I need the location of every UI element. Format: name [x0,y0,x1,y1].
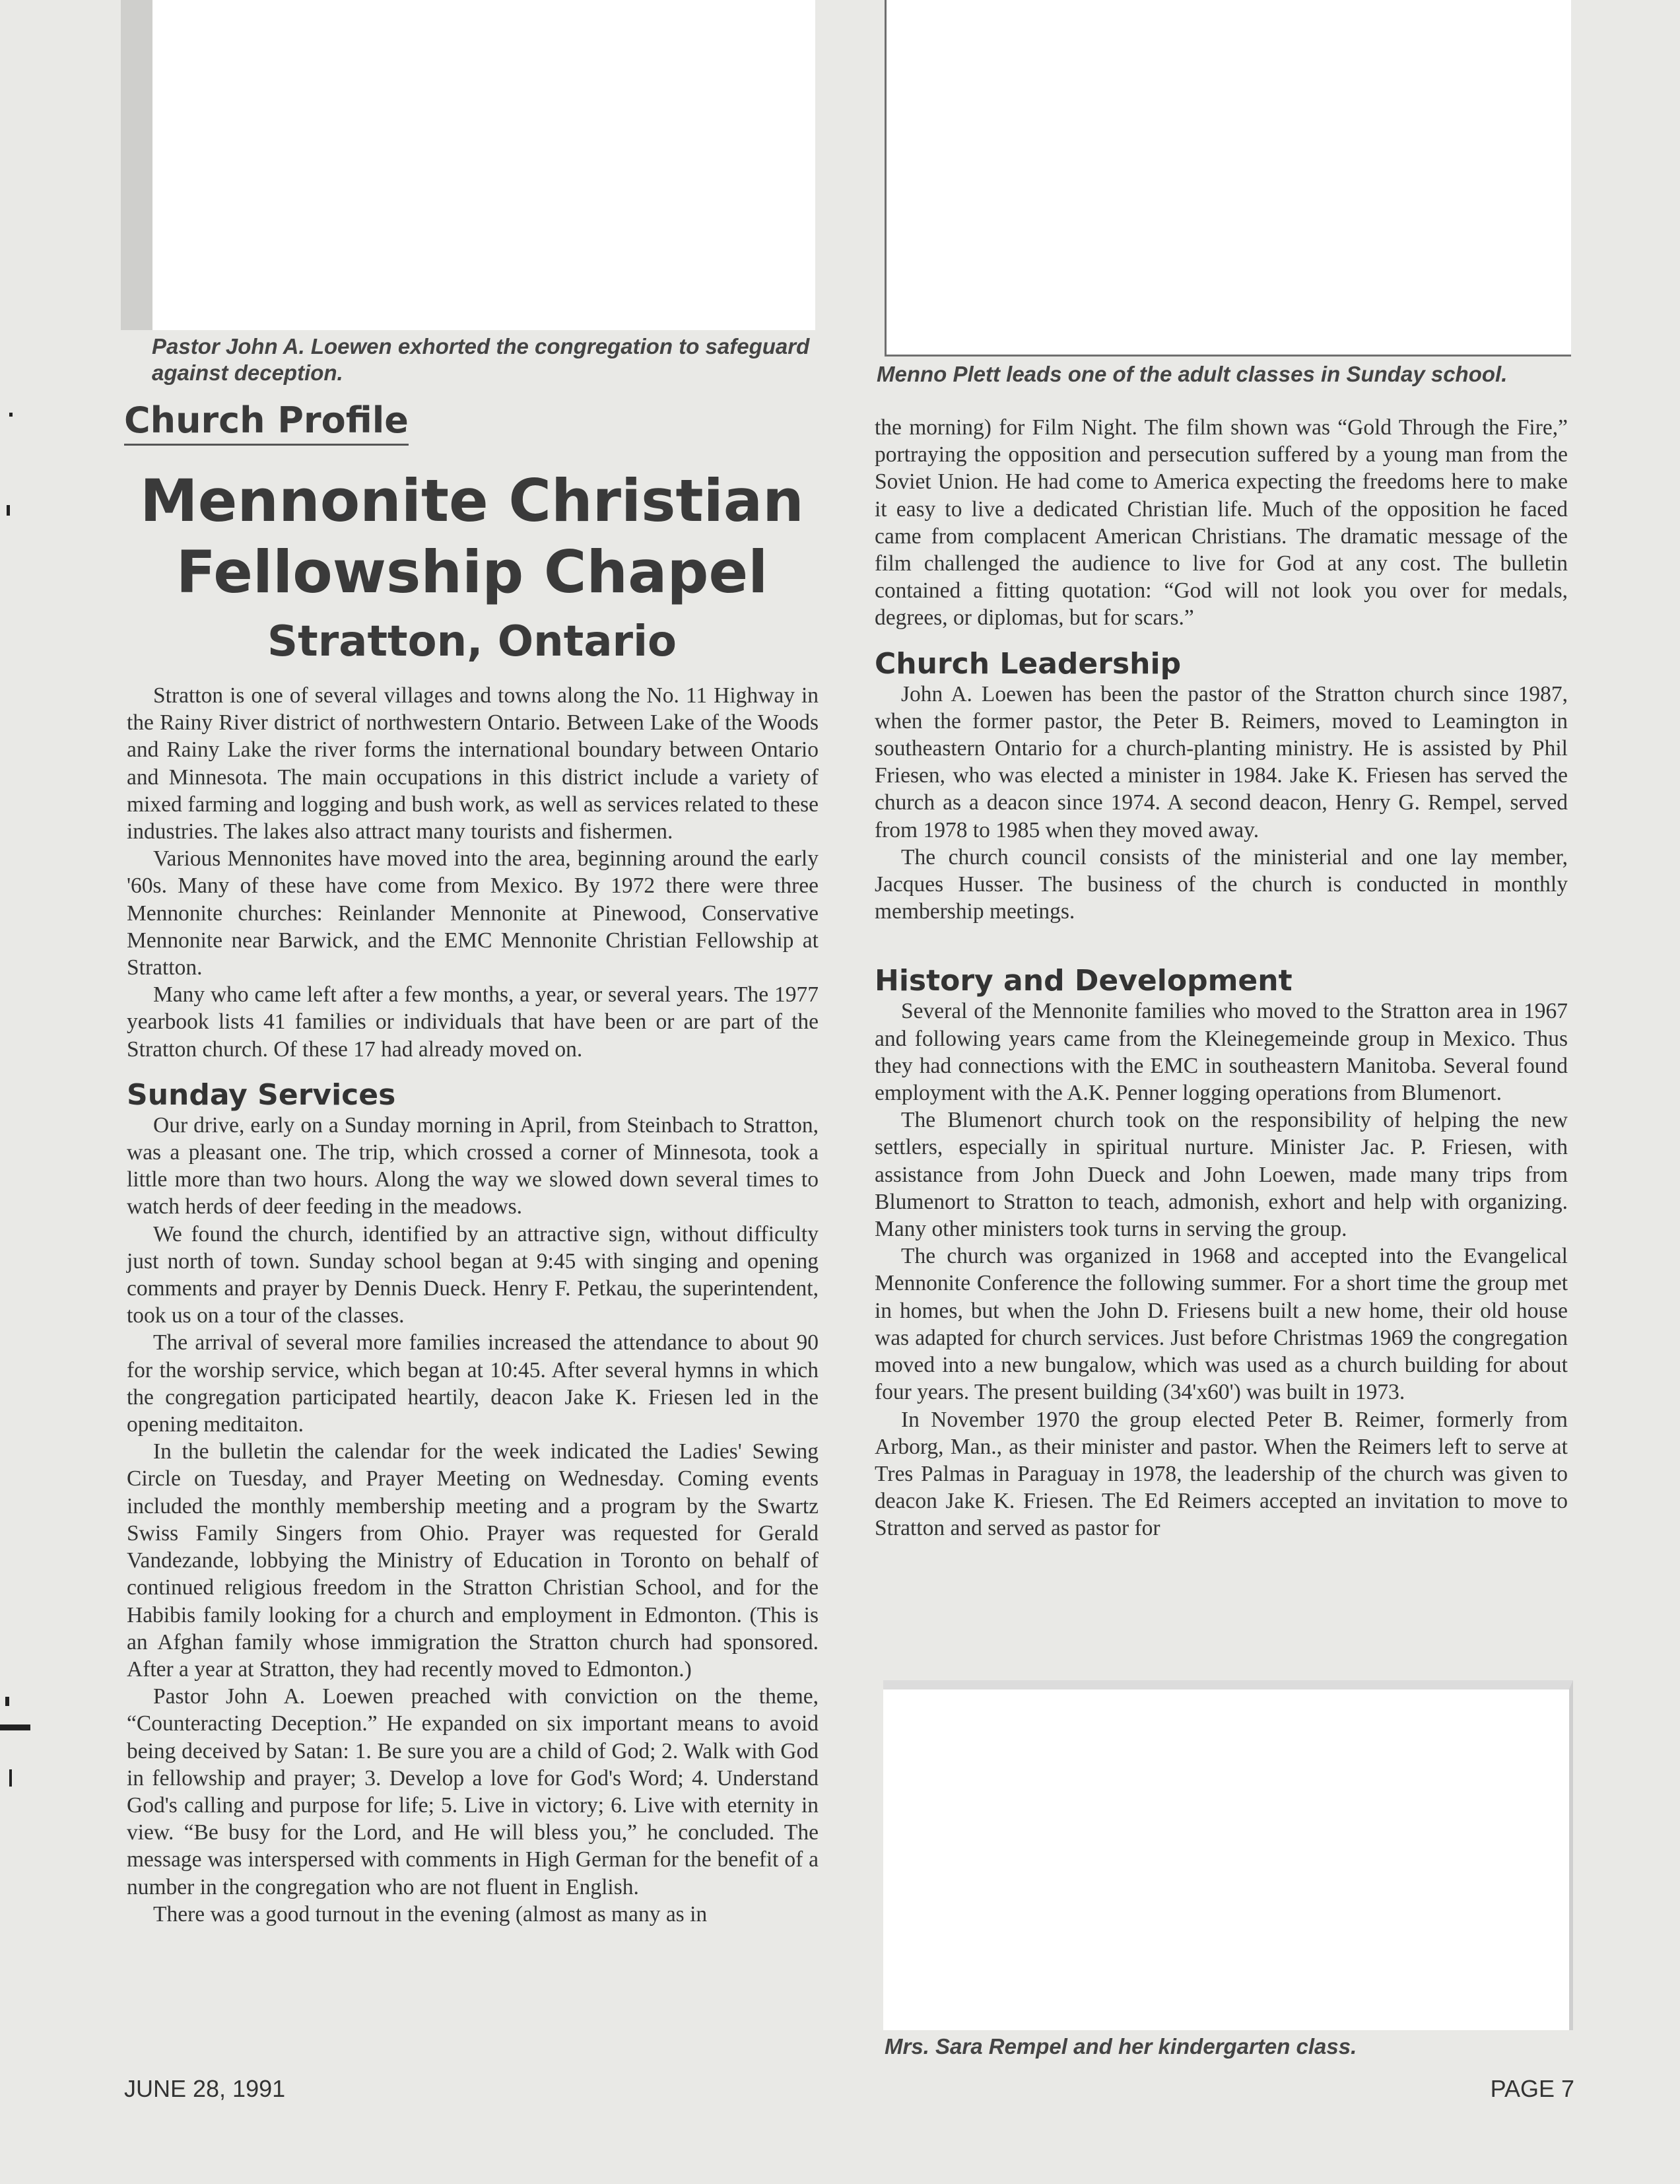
paragraph: Stratton is one of several villages and towns along the No. 11 Highway in the Rainy River district of northwestern Ontario. Between Lake of the Woods and Rainy Lake the river forms the international boundary between Ontario and Minnesota. The main occupations in this district include a variety of mixed farming and logging and bush work, as well as services related to these industries. The lakes also attract many tourists and fishermen. [127,683,819,844]
paragraph: The church council consists of the ministerial and one lay member, Jacques Husser. The business of the church is conducted in monthly membership meetings. [875,844,1568,924]
photo-kindergarten-class [883,1680,1573,2030]
paragraph: The church was organized in 1968 and accepted into the Evangelical Mennonite Conference the following summer. For a short time the group met in homes, but when the John D. Friesens built a new home, their old house was adapted for church services. Just before Christmas 1969 the congregation moved into a new bungalow, which was used as a church building for about four years. The present building (34'x60') was built in 1973. [875,1244,1568,1405]
caption-right-photo: Menno Plett leads one of the adult classes in Sunday school. [877,362,1508,386]
scan-speck [5,1697,9,1706]
caption-left-photo: Pastor John A. Loewen exhorted the congregation to safeguard against deception. [152,334,810,385]
photo-adult-class [885,0,1571,357]
paragraph: The Blumenort church took on the responsibility of helping the new settlers, especially in spiritual nurture. Minister Jac. P. Friesen, with assistance from John Dueck and John Loewen, made many trips from Blumenort to Stratton to teach, admonish, exhort and help with organizing. Many other ministers took turns in serving the group. [875,1108,1568,1242]
article-title-line1: Mennonite Christian [140,467,804,535]
footer-date: JUNE 28, 1991 [124,2075,286,2102]
paragraph: In November 1970 the group elected Peter B. Reimer, formerly from Arborg, Man., as their minister and pastor. When the Reimers left to serve at Tres Palmas in Paraguay in 1978, the leadership of the church was given to deacon Jake K. Friesen. The Ed Reimers accepted an invitation to move to Stratton and served as pastor for [875,1407,1568,1541]
footer-page-number: PAGE 7 [1490,2075,1574,2102]
paragraph: We found the church, identified by an attractive sign, without difficulty just north of town. Sunday school began at 9:45 with singing and opening comments and prayer by Dennis Dueck. Henry F. Petkau, the superintendent, took us on a tour of the classes. [127,1221,819,1328]
article-title [125,465,819,608]
heading-history-development: History and Development [875,964,1293,998]
article-title-line2: Fellowship Chapel [176,538,768,606]
heading-sunday-services: Sunday Services [127,1077,396,1112]
section-label: Church Profile [124,399,409,446]
paragraph: Our drive, early on a Sunday morning in April, from Steinbach to Stratton, was a pleasant one. The trip, which crossed a corner of Minnesota, took a little more than two hours. Along the way we slowed down several times to watch herds of deer feeding in the meadows. [127,1112,819,1219]
heading-church-leadership: Church Leadership [875,646,1182,681]
paragraph: The arrival of several more families increased the attendance to about 90 for the worship service, which began at 10:45. After several hymns in which the congregation participated heartily, deacon Jake K. Friesen led in the opening meditaiton. [127,1330,819,1437]
paragraph: Pastor John A. Loewen preached with conviction on the theme, “Counteracting Deception.” He expanded on six important means to avoid being deceived by Satan: 1. Be sure you are a child of God; 2. Walk with God in fellowship and prayer; 3. Develop a love for God's Word; 4. Understand God's calling and purpose for life; 5. Live in victory; 6. Live with eternity in view. “Be busy for the Lord, and He will bless you,” he concluded. The message was interspersed with comments in High German for the benefit of a number in the congregation who are not fluent in English. [127,1684,819,1899]
paragraph-continued: the morning) for Film Night. The film shown was “Gold Through the Fire,” portraying the opposition and persecution suffered by a young man from the Soviet Union. He had come to America expecting the freedoms here to make it easy to live a dedicated Christian life. Much of the opposition he faced came from complacent American Christians. The dramatic message of the film challenged the audience to live for God at any cost. The bulletin contained a fitting quotation: “God will not look you over for medals, degrees, or diplomas, but for scars.” [875,415,1568,631]
photo-left-edge [121,0,152,330]
scan-speck [7,505,10,516]
paragraph: John A. Loewen has been the pastor of the Stratton church since 1987, when the former pastor, the Peter B. Reimers, moved to Leamington in southeastern Ontario for a church-planting ministry. He is assisted by Phil Friesen, who was elected a minister in 1984. Jake K. Friesen has served the church as a deacon since 1974. A second deacon, Henry G. Rempel, served from 1978 to 1985 when they moved away. [875,681,1568,842]
scan-speck [9,1769,12,1787]
article-subtitle: Stratton, Ontario [267,617,677,666]
column-right [875,414,1568,1542]
paragraph: Various Mennonites have moved into the area, beginning around the early '60s. Many of these have come from Mexico. By 1972 there were three Mennonite churches: Reinlander Mennonite at Pinewood, Conservative Mennonite near Barwick, and the EMC Mennonite Christian Fellowship at Stratton. [127,846,819,980]
scan-speck [0,1724,30,1730]
column-left [127,682,819,1928]
scan-speck [9,413,13,417]
paragraph: In the bulletin the calendar for the week indicated the Ladies' Sewing Circle on Tuesday, and Prayer Meeting on Wednesday. Coming events included the monthly membership meeting and a program by the Swartz Swiss Family Singers from Ohio. Prayer was requested for Gerald Vandezande, lobbying the Ministry of Education in Toronto on behalf of continued religious freedom in the Stratton Christian School, and for the Habibis family looking for a church and employment in Edmonton. (This is an Afghan family whose immigration the Stratton church had sponsored. After a year at Stratton, they had recently moved to Edmonton.) [127,1439,819,1682]
photo-pastor-loewen [121,0,815,330]
caption-bottom-photo: Mrs. Sara Rempel and her kindergarten class. [885,2034,1357,2059]
paragraph: Several of the Mennonite families who moved to the Stratton area in 1967 and following years came from the Kleinegemeinde group in Mexico. Thus they had connections with the EMC in southeastern Manitoba. Several found employment with the A.K. Penner logging operations from Blumenort. [875,999,1568,1106]
paragraph: There was a good turnout in the evening (almost as many as in [153,1901,708,1927]
paragraph: Many who came left after a few months, a year, or several years. The 1977 yearbook lists 41 families or individuals that have been or are part of the Stratton church. Of these 17 had already moved on. [127,982,819,1062]
